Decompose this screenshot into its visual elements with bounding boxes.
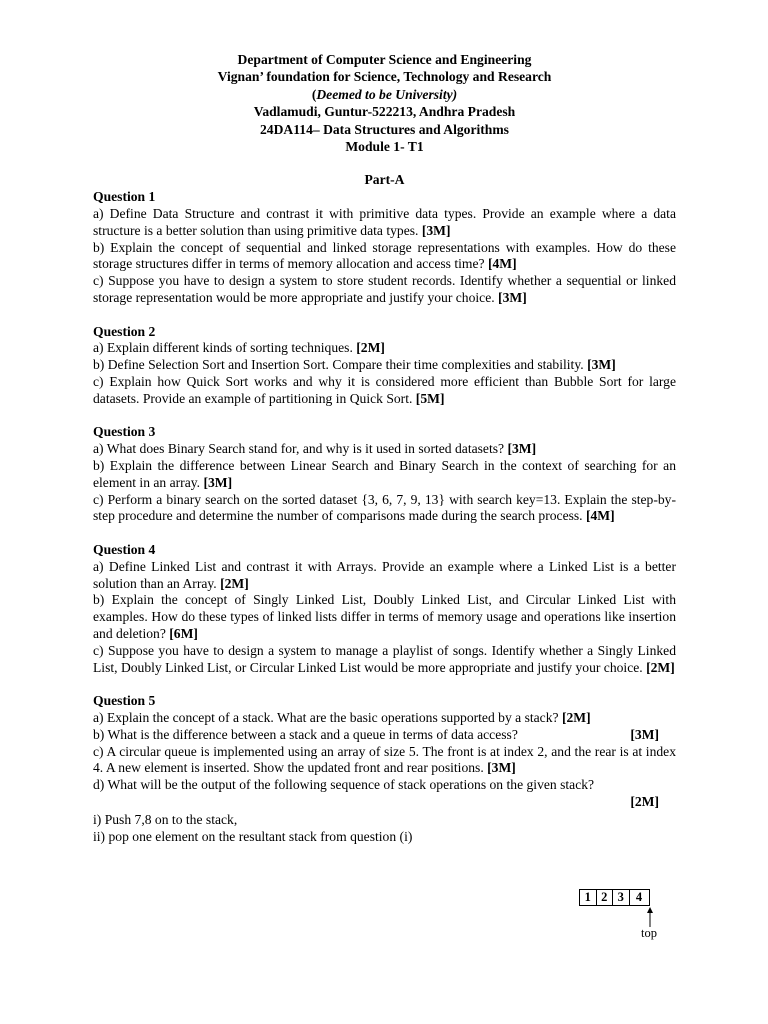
question-part: b) Explain the concept of sequential and linked storage representations with examples. How do these storage structures differ in terms of memory allocation and access time? [4M] (93, 239, 676, 272)
question-part: c) A circular queue is implemented using an array of size 5. The front is at index 2, and the rear is at index 4. A new element is inserted. Show the updated front and rear positions. [3M] (93, 743, 676, 776)
question-2 (93, 324, 676, 408)
question-part: a) Explain different kinds of sorting techniques. [2M] (93, 340, 385, 356)
question-part: b) Explain the concept of Singly Linked List, Doubly Linked List, and Circular Linked List with examples. How do these types of linked lists differ in terms of memory usage and operations like insertion and deletion? [6M] (93, 592, 676, 641)
question-4 (93, 542, 676, 676)
marks-label: [3M] (203, 474, 233, 490)
marks-label: [3M] (507, 441, 537, 457)
course-line: 24DA114– Data Structures and Algorithms (260, 121, 509, 137)
question-1 (93, 189, 676, 307)
question-title: Question 3 (93, 424, 156, 440)
question-3 (93, 424, 676, 525)
address-line: Vadlamudi, Guntur-522213, Andhra Pradesh (253, 104, 516, 120)
module-line: Module 1- T1 (345, 139, 424, 155)
question-part: b) Explain the difference between Linear Search and Binary Search in the context of searching for an element in an array. [3M] (93, 457, 676, 490)
question-title: Question 5 (93, 693, 156, 709)
marks-label: [3M] (487, 760, 516, 776)
marks-label: [2M] (356, 340, 385, 356)
stack-cell: 3 (613, 890, 630, 905)
deemed-line: (Deemed to be University) (311, 86, 458, 102)
stack-cell: 4 (635, 890, 643, 904)
question-part: c) Perform a binary search on the sorted dataset {3, 6, 7, 9, 13} with search key=13. Explain the step-by-step procedure and determine the number of comparisons made during the search process. [4M] (93, 491, 676, 524)
marks-label: [3M] (630, 726, 659, 742)
question-part: b) Define Selection Sort and Insertion Sort. Compare their time complexities and stability. [3M] (93, 357, 616, 373)
part-title: Part-A (364, 172, 405, 188)
question-part: d) What will be the output of the following sequence of stack operations on the given stack? (93, 777, 595, 793)
sub-question: i) Push 7,8 on to the stack, (93, 811, 238, 827)
top-label: top (641, 926, 657, 940)
question-part: c) Explain how Quick Sort works and why it is considered more efficient than Bubble Sort for large datasets. Provide an example of partitioning in Quick Sort. [5M] (93, 374, 676, 406)
stack-array (579, 889, 650, 906)
marks-label: [3M] (498, 290, 527, 306)
marks-label: [3M] (587, 357, 616, 373)
stack-cell: 1 (580, 890, 597, 905)
question-title: Question 1 (93, 189, 156, 205)
marks-label: [4M] (585, 508, 615, 524)
question-part: c) Suppose you have to design a system to store student records. Identify whether a sequential or linked storage representation would be more appropriate and justify your choice. [3M] (93, 273, 676, 306)
marks-label: [2M] (630, 793, 659, 809)
marks-label: [2M] (646, 659, 675, 675)
question-part: b) What is the difference between a stack and a queue in terms of data access? [3M] (93, 727, 676, 744)
question-part: a) Define Linked List and contrast it with Arrays. Provide an example where a Linked List is a better solution than an Array. [2M] (93, 558, 676, 591)
marks-label: [6M] (169, 625, 198, 641)
stack-cell: 2 (597, 890, 614, 905)
up-arrow-icon (645, 907, 655, 927)
marks-label: [2M] (220, 575, 249, 591)
marks-label: [5M] (415, 390, 445, 406)
question-5 (93, 693, 676, 845)
question-title: Question 4 (93, 541, 156, 557)
question-part: a) Define Data Structure and contrast it with primitive data types. Provide an example where a data structure is a better solution than using primitive data types. [3M] (93, 206, 676, 238)
question-part: a) What does Binary Search stand for, and why is it used in sorted datasets? [3M] (93, 441, 537, 457)
question-part: a) Explain the concept of a stack. What are the basic operations supported by a stack? [2M] (93, 709, 591, 725)
question-title: Question 2 (93, 323, 156, 339)
exam-page (93, 51, 676, 845)
marks-label: [4M] (487, 256, 517, 272)
marks-label: [2M] (561, 709, 591, 725)
sub-question: ii) pop one element on the resultant stack from question (i) (93, 828, 413, 844)
header (93, 51, 676, 155)
stack-diagram (579, 889, 657, 940)
question-part: c) Suppose you have to design a system to manage a playlist of songs. Identify whether a Singly Linked List, Doubly Linked List, or Circular Linked List would be more appropriate and justify your choice. [2M] (93, 642, 676, 675)
department-line: Department of Computer Science and Engineering (237, 52, 532, 67)
institute-line: Vignan’ foundation for Science, Technology and Research (217, 69, 552, 85)
marks-label: [3M] (421, 222, 451, 238)
